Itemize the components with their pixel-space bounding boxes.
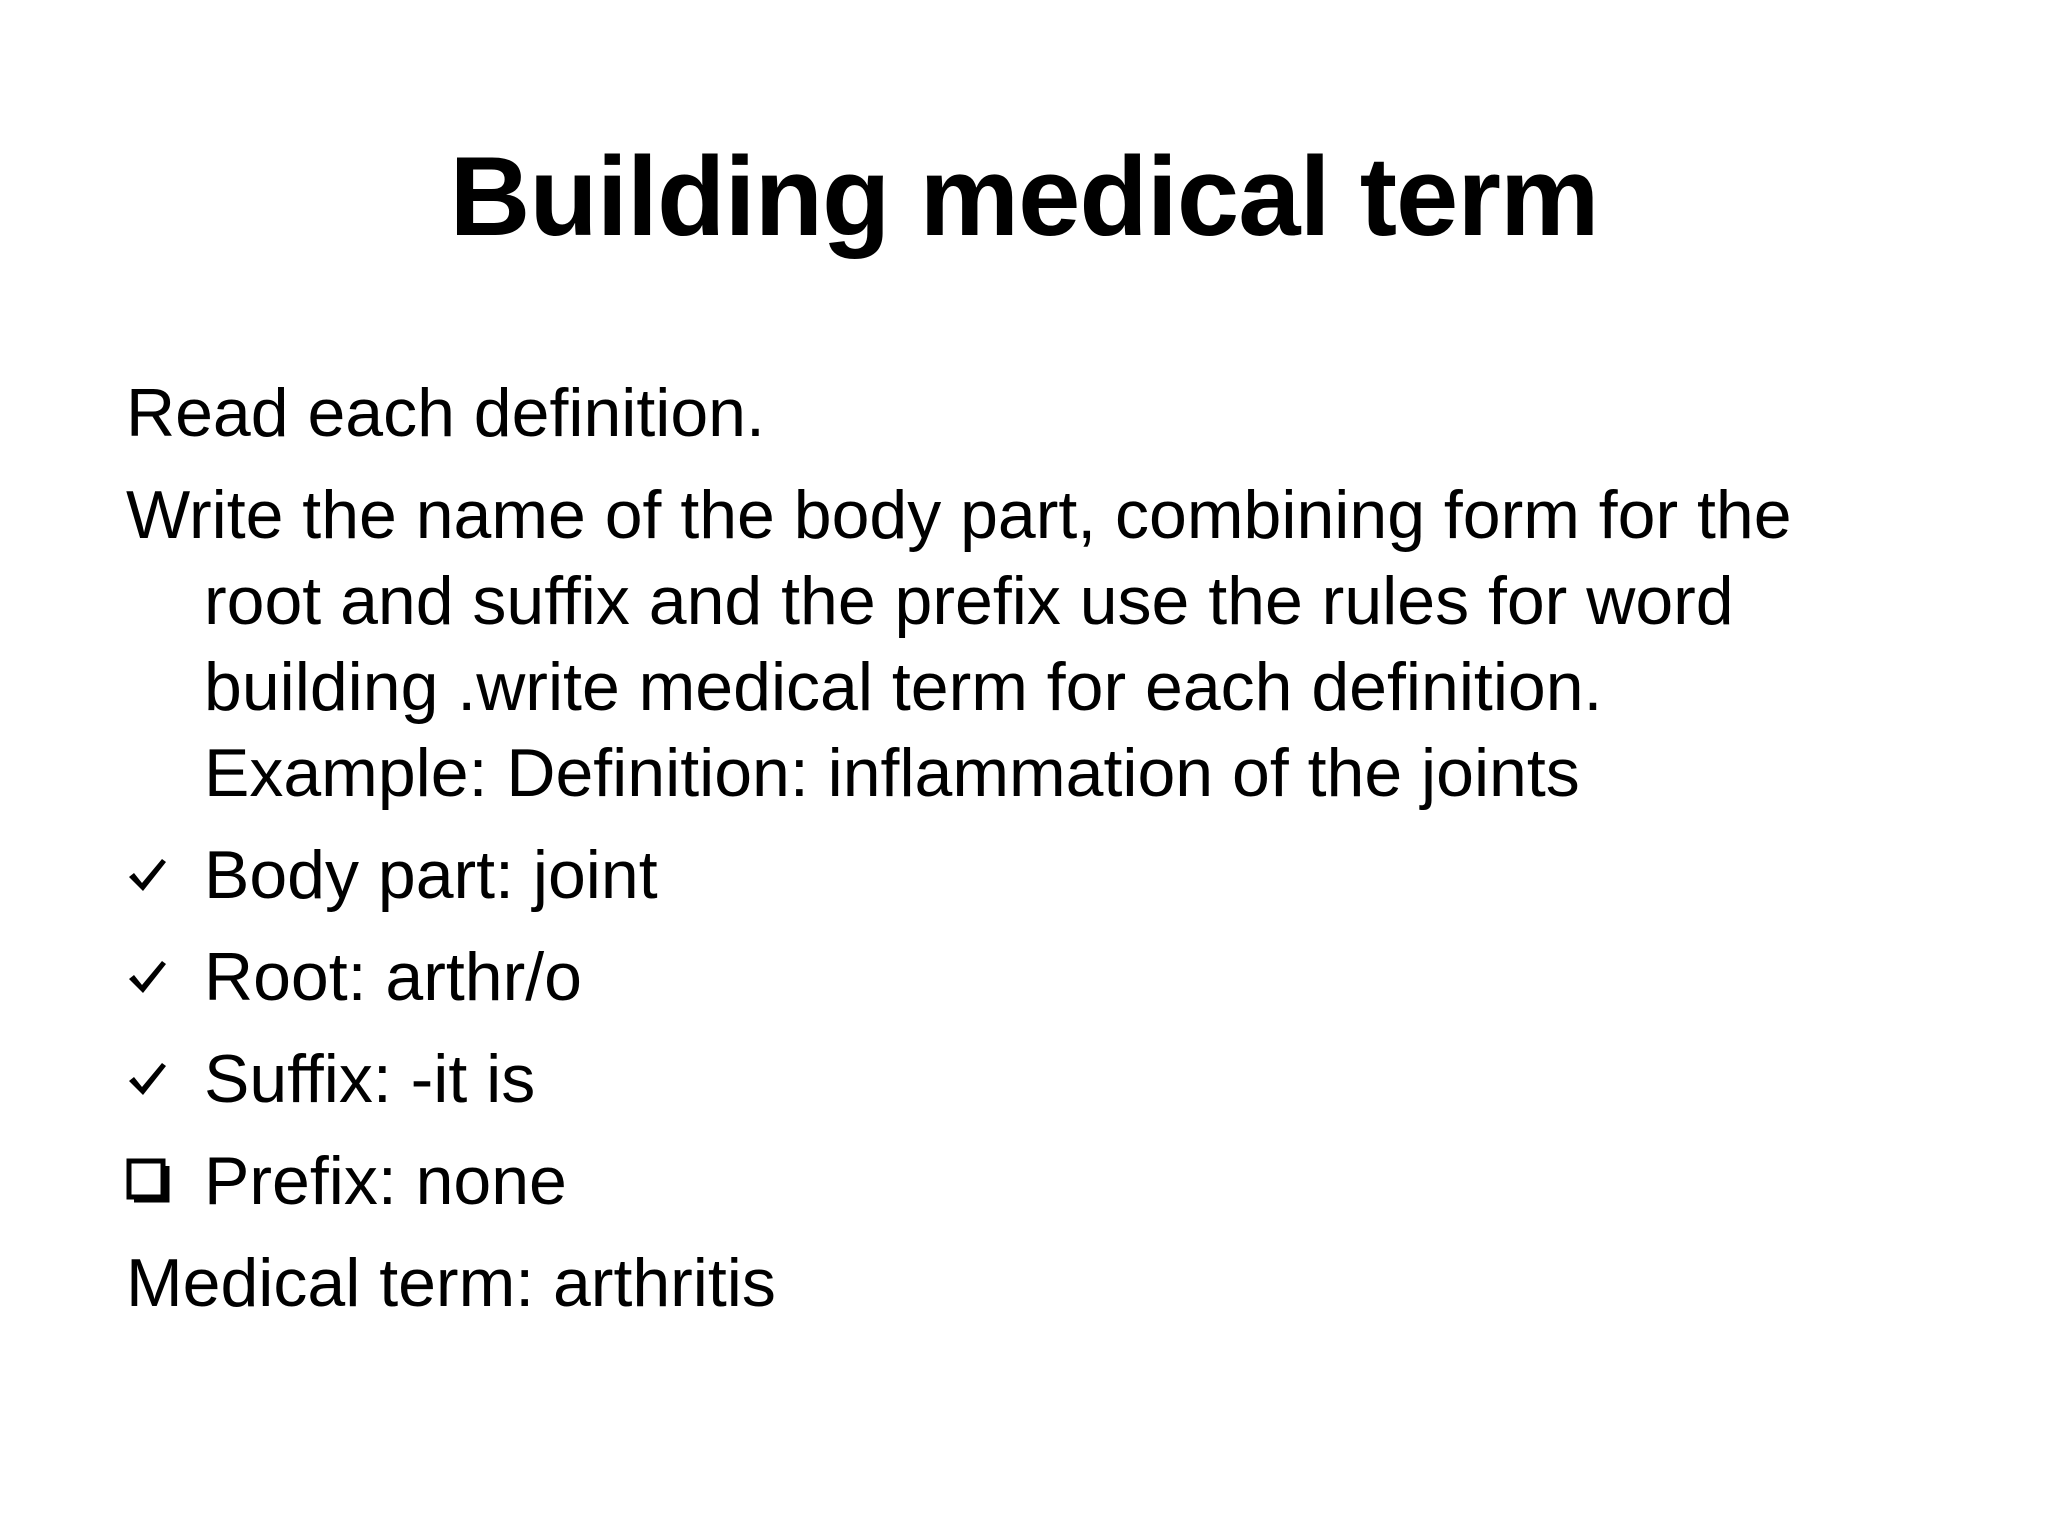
bullet-item-body-part <box>126 832 1986 918</box>
result-text: Medical term: arthritis <box>126 1245 776 1321</box>
bullet-text: Prefix: none <box>204 1143 567 1219</box>
check-icon <box>126 957 204 997</box>
instruction-line: Write the name of the body part, combining form for the <box>126 477 1792 553</box>
instruction-line: Example: Definition: inflammation of the joints <box>204 735 1580 811</box>
intro-text: Read each definition. <box>126 375 765 451</box>
bullet-text: Root: arthr/o <box>204 939 582 1015</box>
check-icon <box>126 855 204 895</box>
instruction-line: root and suffix and the prefix use the rules for word <box>204 563 1734 639</box>
instruction-line: building .write medical term for each definition. <box>204 649 1603 725</box>
slide-body <box>126 370 1986 1342</box>
instruction-paragraph <box>126 472 1986 816</box>
bullet-text: Suffix: -it is <box>204 1041 536 1117</box>
bullet-item-suffix <box>126 1036 1986 1122</box>
bullet-text: Body part: joint <box>204 837 658 913</box>
square-box-icon <box>126 1157 204 1205</box>
bullet-item-prefix <box>126 1138 1986 1224</box>
bullet-item-root <box>126 934 1986 1020</box>
slide-title: Building medical term <box>449 134 1599 259</box>
check-icon <box>126 1059 204 1099</box>
